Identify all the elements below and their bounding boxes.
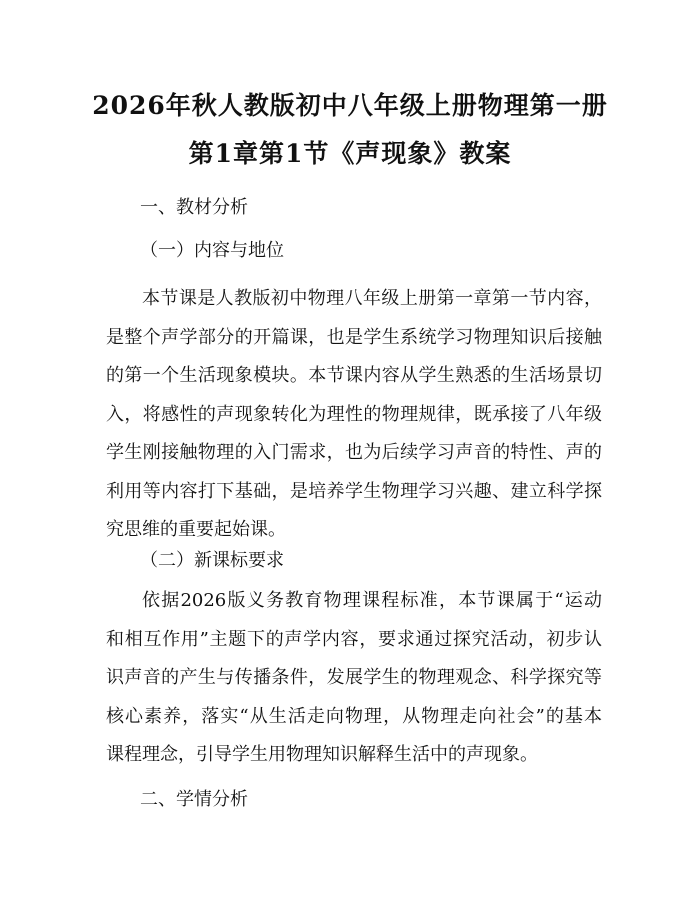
- paragraph-line: 的第一个生活现象模块。本节课内容从学生熟悉的生活场景切: [106, 365, 602, 386]
- document-title-line-1: 2026年秋人教版初中八年级上册物理第一册: [92, 91, 608, 120]
- paragraph-line: 本节课是人教版初中物理八年级上册第一章第一节内容，: [142, 288, 602, 309]
- paragraph-line: 核心素养，落实“从生活走向物理，从物理走向社会”的基本: [106, 705, 602, 727]
- paragraph-line: 学生刚接触物理的入门需求，也为后续学习声音的特性、声的: [106, 442, 602, 463]
- paragraph-line: 究思维的重要起始课。: [106, 519, 286, 540]
- document-title-line-2: 第1章第1节《声现象》教案: [188, 139, 512, 168]
- paragraph-line: 识声音的产生与传播条件，发展学生的物理观念、科学探究等: [106, 667, 602, 688]
- paragraph-curriculum-requirements: [106, 582, 602, 775]
- subsection-heading-content-position: （一）内容与地位: [140, 240, 284, 261]
- paragraph-line: 利用等内容打下基础，是培养学生物理学习兴趣、建立科学探: [106, 480, 602, 502]
- paragraph-line: 课程理念，引导学生用物理知识解释生活中的声现象。: [106, 744, 538, 765]
- section-heading-student-analysis: 二、学情分析: [140, 789, 248, 810]
- paragraph-line: 依据2026版义务教育物理课程标准，本节课属于“运动: [142, 590, 602, 611]
- paragraph-line: 是整个声学部分的开篇课，也是学生系统学习物理知识后接触: [106, 326, 602, 348]
- paragraph-content-position: [106, 280, 602, 550]
- subsection-heading-curriculum-requirements: （二）新课标要求: [140, 550, 284, 571]
- paragraph-line: 和相互作用”主题下的声学内容，要求通过探究活动，初步认: [106, 628, 602, 650]
- section-heading-textbook-analysis: 一、教材分析: [140, 197, 248, 218]
- paragraph-line: 入，将感性的声现象转化为理性的物理规律，既承接了八年级: [106, 403, 602, 425]
